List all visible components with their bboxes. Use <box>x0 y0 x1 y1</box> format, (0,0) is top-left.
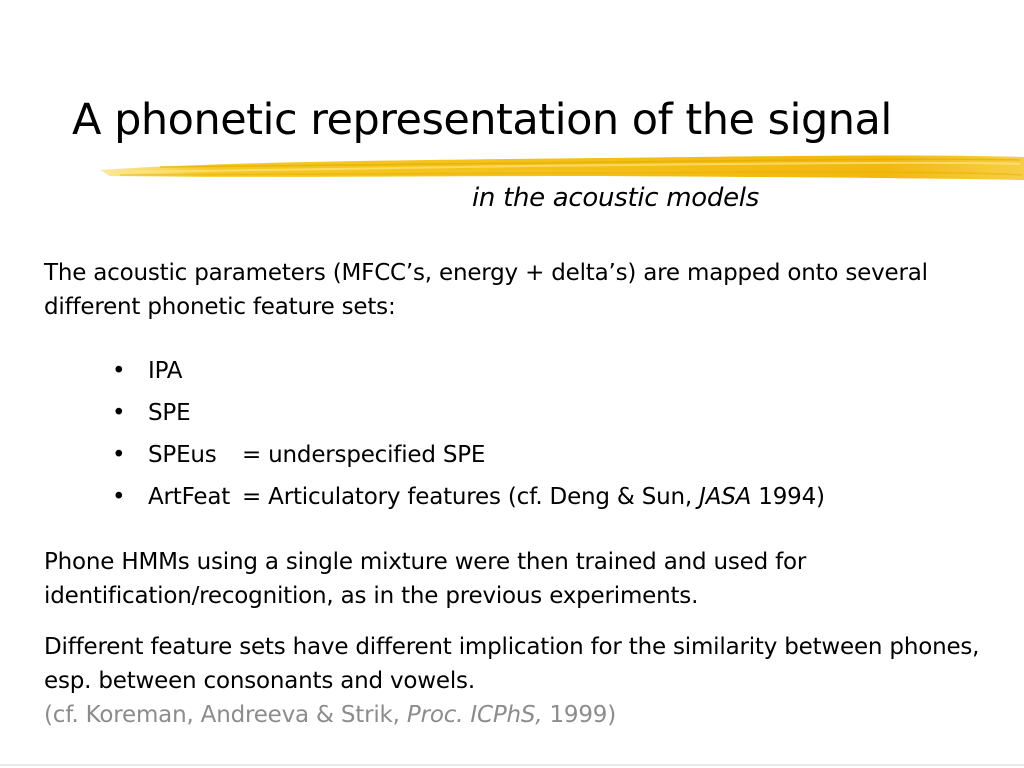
slide-title: A phonetic representation of the signal <box>72 95 892 145</box>
journal-name: JASA <box>699 484 752 510</box>
list-item <box>112 436 825 478</box>
reference-citation <box>44 702 616 728</box>
bullet-icon: • <box>112 442 126 468</box>
reference-prefix: (cf. Koreman, Andreeva & Strik, <box>44 702 407 728</box>
reference-venue: Proc. ICPhS, <box>406 702 543 728</box>
list-item-definition: = underspecified SPE <box>242 442 486 468</box>
bottom-divider <box>0 764 1024 766</box>
intro-paragraph: The acoustic parameters (MFCC’s, energy + delta’s) are mapped onto several different phonetic feature sets: <box>44 260 928 320</box>
list-item <box>112 352 825 394</box>
list-item-term: SPE <box>148 400 191 426</box>
list-item-year: 1994) <box>751 484 825 510</box>
list-item-term: IPA <box>148 358 183 384</box>
slide-subtitle: in the acoustic models <box>472 183 759 213</box>
list-item <box>112 478 825 520</box>
feature-set-list <box>112 352 825 520</box>
list-item-term: SPEus <box>148 442 217 468</box>
bullet-icon: • <box>112 400 126 426</box>
list-item-term: ArtFeat <box>148 484 231 510</box>
list-item-definition: = Articulatory features (cf. Deng & Sun, <box>242 484 700 510</box>
bullet-icon: • <box>112 484 126 510</box>
list-item <box>112 394 825 436</box>
reference-year: 1999) <box>542 702 616 728</box>
method-paragraph: Phone HMMs using a single mixture were then trained and used for identification/recognition, as in the previous experiments. <box>44 549 807 609</box>
bullet-icon: • <box>112 358 126 384</box>
conclusion-text: Different feature sets have different implication for the similarity between phones, esp. between consonants and vowels. <box>44 634 980 694</box>
conclusion-paragraph <box>44 630 1004 732</box>
